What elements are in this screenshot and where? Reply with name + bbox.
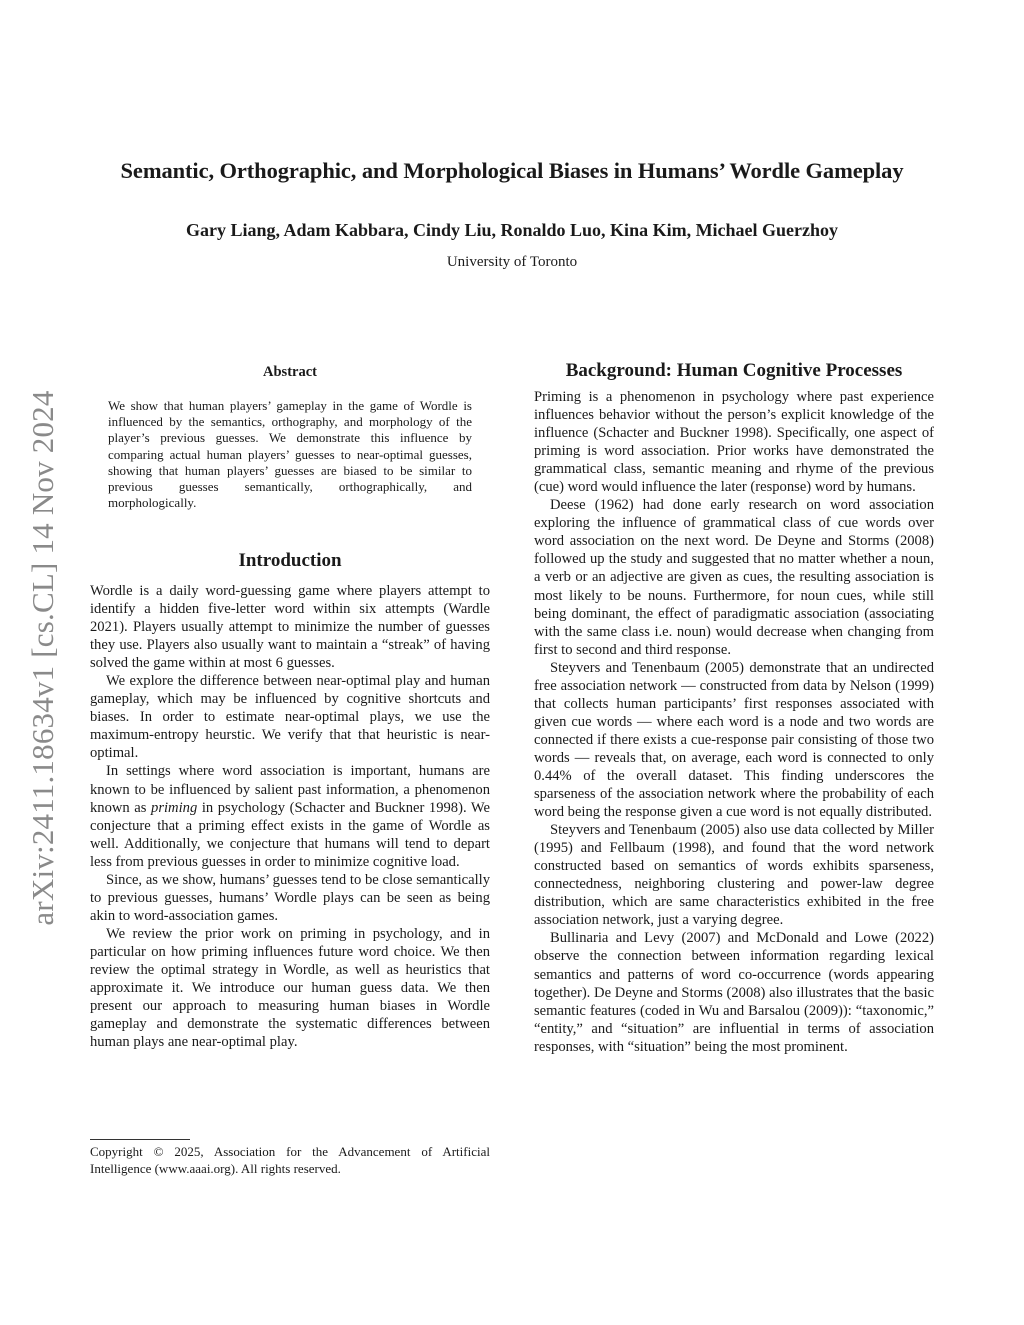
background-paragraph-5: Bullinaria and Levy (2007) and McDonald and Lowe (2022) observe the connection between information regarding lexical semantics and patterns of word co-occurrence (words appearing together). De Deyne and Storms (2008) also illustrates that the basic semantic features (coded in Wu and Barsalou (2009)): “taxonomic,” “entity,” and “situation” are influential in terms of association responses, with “situation” being the most prominent. bbox=[534, 930, 934, 1055]
background-paragraph-1: Priming is a phenomenon in psychology where past experience influences behavior without the person’s explicit knowledge of the influence (Schacter and Buckner 1998). Specifically, one aspect of priming is word association. Prior works have demonstrated the grammatical class, semantic meaning and rhyme of the previous (cue) word would influence the later (response) word by humans. bbox=[534, 389, 934, 496]
author-list: Gary Liang, Adam Kabbara, Cindy Liu, Ronaldo Luo, Kina Kim, Michael Guerzhoy bbox=[185, 220, 839, 240]
intro-paragraph-4: Since, as we show, humans’ guesses tend to be close semantically to previous guesses, humans’ Wordle plays can be seen as being akin to word-association games. bbox=[90, 871, 490, 924]
intro-p3-text-after: in psychology (Schacter and Buckner 1998). We conjecture that a priming effect exists in the game of Wordle as well. Additionally, we conjecture that humans will tend to depart less from previous guesses in order to minimize cognitive load. bbox=[90, 799, 490, 870]
priming-term: priming bbox=[151, 799, 198, 816]
arxiv-identifier-stamp: arXiv:2411.18634v1 [cs.CL] 14 Nov 2024 bbox=[25, 390, 60, 926]
copyright-footnote: Copyright © 2025, Association for the Advancement of Artificial Intelligence (www.aaai.org). All rights reserved. bbox=[90, 1144, 490, 1176]
intro-paragraph-3 bbox=[90, 762, 490, 870]
background-paragraph-3: Steyvers and Tenenbaum (2005) demonstrate that an undirected free association network — constructed from data by Nelson (1999) that collects human participants’ first responses associated with given cue words — where each word is a node and two words are connected if there exists a cue-response pair consisting of those two words — reveals that, on average, each word is connected to only 0.44% of the overall dataset. This finding underscores the sparseness of the association network where the probability of each word being the response given a cue word is not equally distributed. bbox=[534, 659, 934, 821]
background-heading: Background: Human Cognitive Processes bbox=[565, 360, 903, 381]
intro-paragraph-2: We explore the difference between near-optimal play and human gameplay, which may be influenced by cognitive shortcuts and biases. In order to estimate near-optimal plays, we use the maximum-entropy heurstic. We verify that that heuristic is near-optimal. bbox=[90, 673, 490, 762]
intro-p3-text-before: In settings where word association is important, humans are known to be influenced by salient past information, a phenomenon known as bbox=[90, 763, 490, 816]
background-paragraph-2: Deese (1962) had done early research on word association exploring the influence of grammatical class of cue words over word association on the next word. De Deyne and Storms (2008) followed up the study and suggested that no matter whether a noun, a verb or an adjective are given as cues, the resulting association is most likely to be nouns. Furthermore, for noun cues, while still being dominant, the effect of paradigmatic association (associating with the same class i.e. noun) would decrease when changing from first to second and third response. bbox=[534, 497, 934, 658]
abstract-text: We show that human players’ gameplay in the game of Wordle is influenced by the semantics, orthography, and morphology of the player’s previous guesses. We demonstrate this influence by comparing actual human players’ guesses to near-optimal guesses, showing that human players’ guesses are biased to be similar to previous guesses semantically, orthographically, and morphologically. bbox=[108, 398, 472, 511]
background-body bbox=[534, 388, 934, 1056]
background-paragraph-4: Steyvers and Tenenbaum (2005) also use data collected by Miller (1995) and Fellbaum (1998), and found that the word network constructed based on semantics of words exhibits sparseness, connectedness, neighboring clustering and power-law degree distribution, which are same characteristics exhibited in the free association network, just a varying degree. bbox=[534, 822, 934, 929]
paper-title: Semantic, Orthographic, and Morphological Biases in Humans’ Wordle Gameplay bbox=[120, 158, 904, 183]
introduction-heading: Introduction bbox=[238, 550, 342, 571]
footnote-divider bbox=[90, 1139, 190, 1140]
intro-paragraph-5: We review the prior work on priming in psychology, and in particular on how priming influences future word choice. We then review the optimal strategy in Wordle, as well as heuristics that approximate it. We introduce our human guess data. We then present our approach to measuring human biases in Wordle gameplay and demonstrate the systematic differences between human plays ane near-optimal play. bbox=[90, 925, 490, 1051]
intro-paragraph-1: Wordle is a daily word-guessing game where players attempt to identify a hidden five-letter word within six attempts (Wardle 2021). Players usually attempt to minimize the number of guesses they use. Players also usually want to maintain a “streak” of having solved the game within at most 6 guesses. bbox=[90, 583, 490, 672]
affiliation: University of Toronto bbox=[446, 254, 578, 270]
abstract-heading: Abstract bbox=[263, 364, 317, 380]
introduction-body bbox=[90, 582, 490, 1051]
